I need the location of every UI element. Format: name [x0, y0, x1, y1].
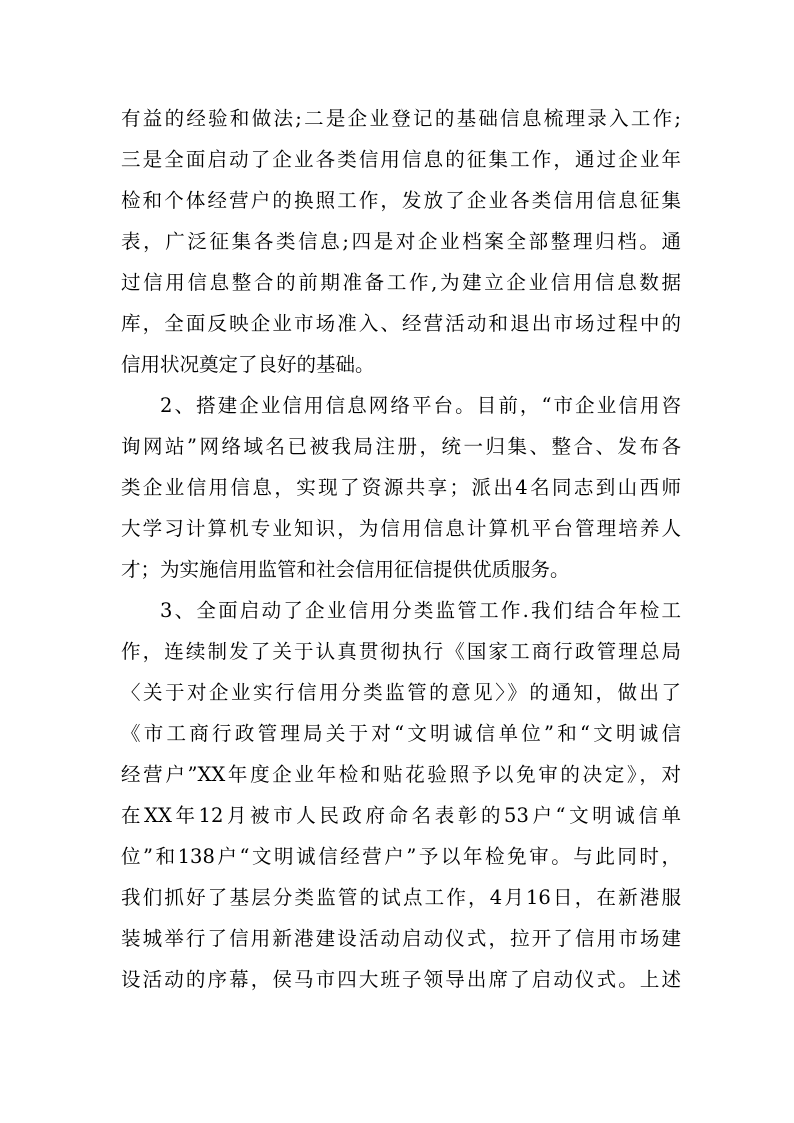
- text-line: 我们抓好了基层分类监管的试点工作，4月16日，在新港服: [121, 886, 681, 909]
- text-line: 在XX年12月被市人民政府命名表彰的53户“文明诚信单: [121, 804, 681, 827]
- paragraph-start-line: 2、搭建企业信用信息网络平台。目前，“市企业信用咨: [160, 394, 681, 417]
- text-line: 询网站”网络域名已被我局注册，统一归集、整合、发布各: [121, 435, 681, 458]
- text-line: 《市工商行政管理局关于对“文明诚信单位”和“文明诚信: [121, 722, 681, 745]
- text-line: 〈关于对企业实行信用分类监管的意见〉》的通知，做出了: [121, 681, 681, 704]
- text-line: 信用状况奠定了良好的基础。: [121, 353, 375, 376]
- text-line: 作，连续制发了关于认真贯彻执行《国家工商行政管理总局: [121, 640, 681, 663]
- text-line: 表，广泛征集各类信息;四是对企业档案全部整理归档。通: [121, 230, 681, 253]
- text-line: 经营户”XX年度企业年检和贴花验照予以免审的决定》，对: [121, 763, 681, 786]
- text-line: 类企业信用信息，实现了资源共享；派出4名同志到山西师: [121, 476, 681, 499]
- text-line: 库，全面反映企业市场准入、经营活动和退出市场过程中的: [121, 312, 681, 335]
- text-line: 大学习计算机专业知识，为信用信息计算机平台管理培养人: [121, 517, 681, 540]
- text-line: 过信用信息整合的前期准备工作,为建立企业信用信息数据: [121, 271, 681, 294]
- text-line: 三是全面启动了企业各类信用信息的征集工作，通过企业年: [121, 148, 681, 171]
- text-line: 有益的经验和做法;二是企业登记的基础信息梳理录入工作;: [121, 107, 681, 130]
- text-line: 才；为实施信用监管和社会信用征信提供优质服务。: [121, 558, 570, 581]
- paragraph-start-line: 3、全面启动了企业信用分类监管工作.我们结合年检工: [160, 599, 681, 622]
- text-line: 装城举行了信用新港建设活动启动仪式，拉开了信用市场建: [121, 927, 681, 950]
- text-line: 位”和138户“文明诚信经营户”予以年检免审。与此同时，: [121, 845, 681, 868]
- text-line: 设活动的序幕，侯马市四大班子领导出席了启动仪式。上述: [121, 968, 681, 991]
- text-line: 检和个体经营户的换照工作，发放了企业各类信用信息征集: [121, 189, 681, 212]
